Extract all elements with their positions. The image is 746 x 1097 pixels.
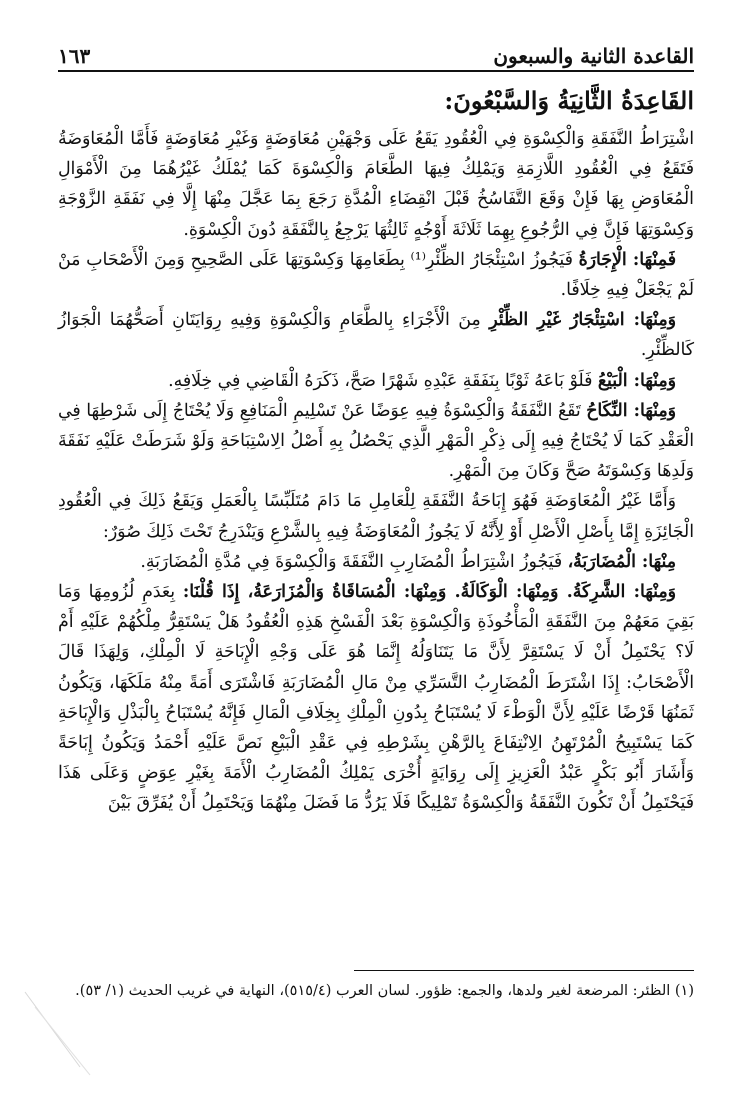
body-text — [58, 124, 694, 819]
paragraph-text: فَلَوْ بَاعَهُ ثَوْبًا بِنَفَقَةِ عَبْدِهِ شَهْرًا صَحَّ، ذَكَرَهُ الْقَاضِي فِي خِلَافِهِ. — [168, 370, 598, 391]
paragraph-text: وَأَمَّا غَيْرُ الْمُعَاوَضَةِ فَهُوَ إِبَاحَةُ النَّفَقَةِ لِلْعَامِلِ مَا دَامَ مُتَلَبِّسًا بِالْعَمَلِ وَيَقَعُ ذَلِكَ فِي الْعُقُودِ الْجَائِزَةِ إِمَّا بِأَصْلِ الْأَصْلِ أَوْ لِأَنَّهُ لَا يَجُوزُ الْمُعَاوَضَةُ فِيهِ بِالشَّرْعِ وَيَنْدَرِجُ تَحْتَ ذَلِكَ صُوَرٌ: — [58, 491, 694, 542]
paragraph-text: فَيَجُوزُ اسْتِئْجَارُ الظِّئْرِ⁽¹⁾ بِطَعَامِهَا وَكِسْوَتِهَا عَلَى الصَّحِيحِ وَمِنَ الْأَصْحَابِ مَنْ لَمْ يَجْعَلْ فِيهِ خِلَافًا. — [58, 249, 694, 301]
rule-heading: القَاعِدَةُ الثَّانِيَةُ وَالسَّبْعُونَ: — [444, 86, 694, 115]
paragraph-lead: وَمِنْهَا: الشَّرِكَةُ. وَمِنْهَا: الْوَكَالَةُ. وَمِنْهَا: الْمُسَاقَاةُ وَالْمُزَارَعَةُ، إِذَا قُلْنَا: — [182, 582, 677, 603]
paragraph-lead: فَمِنْهَا: الْإِجَارَةُ — [578, 249, 676, 270]
running-title: القاعدة الثانية والسبعون — [493, 44, 694, 68]
paragraph-lead: وَمِنْهَا: النِّكَاحُ — [586, 400, 676, 421]
paragraph — [58, 396, 694, 487]
running-header — [58, 34, 694, 72]
paragraph — [58, 124, 694, 245]
paragraph — [58, 305, 694, 365]
page-number: ١٦٣ — [58, 44, 91, 68]
paragraph-text: فَيَجُوزُ اشْتِرَاطُ الْمُضَارِبِ النَّفَقَةَ وَالْكِسْوَةَ فِي مُدَّةِ الْمُضَارَبَةِ. — [140, 551, 568, 572]
footnote: (١) الظئر: المرضعة لغير ولدها، والجمع: ظؤور. لسان العرب (٥١٥/٤)، النهاية في غريب الحديث (١/ ٥٣). — [75, 983, 694, 999]
paragraph-lead: وَمِنْهَا: اسْتِئْجَارُ غَيْرِ الظِّئْرِ — [489, 310, 676, 331]
paragraph-text: تَقَعُ النَّفَقَةُ وَالْكِسْوَةُ فِيهِ عِوَضًا عَنْ تَسْلِيمِ الْمَنَافِعِ وَلَا يُحْتَاجُ إِلَى شَرْطِهَا فِي الْعَقْدِ كَمَا لَا يُحْتَاجُ فِيهِ إِلَى ذِكْرِ الْمَهْرِ الَّذِي يَحْصُلُ بِهِ أَصْلُ الِاسْتِبَاحَةِ وَلَوْ شَرَطَتْ عَلَيْهِ نَفَقَةَ وَلَدِهَا وَكِسْوَتَهُ صَحَّ وَكَانَ مِنَ الْمَهْرِ. — [58, 400, 694, 482]
paragraph-lead: وَمِنْهَا: الْبَيْعُ — [597, 370, 676, 391]
paragraph-text: مِنَ الْأَجْرَاءِ بِالطَّعَامِ وَالْكِسْوَةِ وَفِيهِ رِوَايَتَانِ أَصَحُّهُمَا الْجَوَازُ كَالظِّئْرِ. — [58, 310, 694, 361]
paragraph — [58, 577, 694, 819]
paragraph — [58, 547, 694, 577]
scan-artifact-lines — [20, 987, 110, 1077]
paragraph — [58, 366, 694, 396]
footnote-divider — [354, 970, 694, 971]
paragraph-text: بِعَدَمِ لُزُومِهَا وَمَا بَقِيَ مَعَهُمْ مِنَ النَّفَقَةِ الْمَأْخُوذَةِ وَالْكِسْوَةِ بَعْدَ الْفَسْخِ هَذِهِ الْعُقُودُ هَلْ يَسْتَقِرُّ مِلْكُهُمْ عَلَيْهِ أَمْ لَا؟ يَحْتَمِلُ أَنْ لَا يَسْتَقِرَّ لِأَنَّ مَا يَتَنَاوَلُهُ إِنَّمَا هُوَ عَلَى وَجْهِ الْإِبَاحَةِ لَا الْمِلْكِ، وَلِهَذَا قَالَ الْأَصْحَابُ: إِذَا اشْتَرَطَ الْمُضَارِبُ التَّسَرِّي مِنْ مَالِ الْمُضَارَبَةِ فَاشْتَرَى أَمَةً مِنْهُ مَلَكَهَا، وَيَكُونُ ثَمَنُهَا قَرْضًا عَلَيْهِ لِأَنَّ الْوَطْءَ لَا يُسْتَبَاحُ بِدُونِ الْمِلْكِ بِخِلَافِ الْمَالِ فَإِنَّهُ يُسْتَبَاحُ بِالْبَذْلِ وَالْإِبَاحَةِ كَمَا يَسْتَبِيحُ الْمُرْتَهِنُ الِانْتِفَاعَ بِالرَّهْنِ بِشَرْطِهِ فِي عَقْدِ الْبَيْعِ نَصَّ عَلَيْهِ أَحْمَدُ وَيَكُونُ إِبَاحَةً وَأَشَارَ أَبُو بَكْرٍ عَبْدُ الْعَزِيزِ إِلَى رِوَايَةٍ أُخْرَى يَمْلِكُ الْمُضَارِبُ الْأَمَةَ بِغَيْرِ عِوَضٍ وَعَلَى هَذَا فَيَحْتَمِلُ أَنْ تَكُونَ النَّفَقَةُ وَالْكِسْوَةُ تَمْلِيكًا فَلَا يَرُدُّ مَا فَضَلَ مِنْهُمَا وَيَحْتَمِلُ أَنْ يُفَرِّقَ بَيْنَ — [58, 582, 694, 814]
paragraph — [58, 245, 694, 305]
paragraph — [58, 486, 694, 546]
paragraph-text: اشْتِرَاطُ النَّفَقَةِ وَالْكِسْوَةِ فِي الْعُقُودِ يَقَعُ عَلَى وَجْهَيْنِ مُعَاوَضَةٍ وَغَيْرِ مُعَاوَضَةٍ فَأَمَّا الْمُعَاوَضَةُ فَتَقَعُ فِي الْعُقُودِ اللَّازِمَةِ وَيَمْلِكُ فِيهَا الطَّعَامَ وَالْكِسْوَةَ كَمَا يُمْلَكُ غَيْرُهُمَا مِنَ الْأَمْوَالِ الْمُعَاوَضِ بِهَا فَإِنْ وَقَعَ التَّفَاسُخُ قَبْلَ انْقِضَاءِ الْمُدَّةِ رَجَعَ بِمَا عَجَّلَ مِنْهَا إِلَّا فِي نَفَقَةِ الزَّوْجَةِ وَكِسْوَتِهَا فَإِنَّ فِي الرُّجُوعِ بِهِمَا ثَلَاثَةَ أَوْجُهٍ ثَالِثُهَا يَرْجِعُ بِالنَّفَقَةِ دُونَ الْكِسْوَةِ. — [58, 129, 694, 240]
footnotes — [58, 978, 694, 1004]
paragraph-lead: مِنْهَا: الْمُضَارَبَةُ، — [567, 551, 676, 572]
